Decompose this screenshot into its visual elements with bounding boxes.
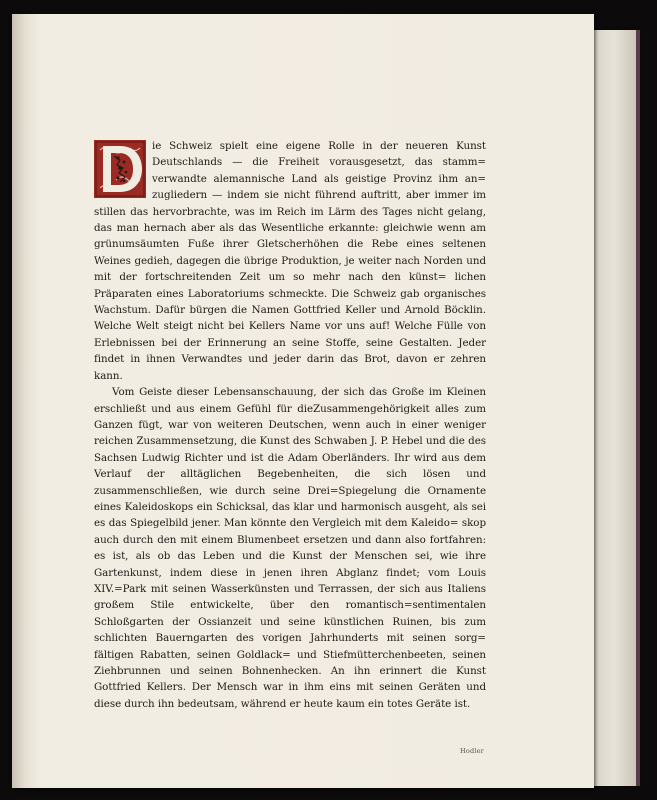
ornamental-dropcap-d bbox=[94, 140, 146, 198]
footer-mark: Hodler bbox=[460, 747, 484, 755]
book-page bbox=[12, 14, 594, 788]
paragraph-1-text: ie Schweiz spielt eine eigene Rolle in der neueren Kunst Deutschlands — die Freiheit vorausgesetzt, das stamm= verwandte alemannische Land als geistige Provinz ihm an= zugliedern — indem sie nicht führend auftritt, aber immer im stillen das hervorbrachte, was im Reich im Lärm des Tages nicht gelang, das man hernach aber als das Wesentliche erkannte: gleichwie wenn am grünumsäumten Fuße ihrer Gletscherhöhen die Rebe eines seltenen Weines gedieh, dagegen die übrige Produktion, je weiter nach Norden und mit der fortschreitenden Zeit um so mehr nach den künst= lichen Präparaten eines Laboratoriums schmeckte. Die Schweiz gab organisches Wachstum. Dafür bürgen die Namen Gottfried Keller und Arnold Böcklin. Welche Welt steigt nicht bei Kellers Name vor uns auf! Welche Fülle von Erlebnissen bei der Erinnerung an seine Stoffe, seine Gestalten. Jeder findet in ihnen Verwandtes und jeder darin das Brot, davon er zehren kann. bbox=[94, 140, 486, 382]
body-text bbox=[94, 138, 486, 712]
next-page-edge bbox=[590, 30, 638, 786]
paragraph-2: Vom Geiste dieser Lebensanschauung, der sich das Große im Kleinen erschließt und aus einem Gefühl für dieZusammengehörigkeit alles zum Ganzen fügt, war von weiteren Deutschen, wenn auch in einer weniger reichen Zusammensetzung, die Kunst des Schwaben J. P. Hebel und die des Sachsen Ludwig Richter und ist die Adam Oberländers. Ihr wird aus dem Verlauf der alltäglichen Begebenheiten, die sich lösen und zusammenschließen, wie durch seine Drei=Spiegelung die Ornamente eines Kaleidoskops ein Schicksal, das klar und harmonisch ausgeht, als sei es das Spiegelbild jener. Man könnte den Vergleich mit dem Kaleido= skop auch durch den mit einem Blumenbeet ersetzen und dann also fortfahren: es ist, als ob das Leben und die Kunst der Menschen sei, wie ihre Gartenkunst, indem diese in jenen ihren Abglanz findet; vom Louis XIV.=Park mit seinen Wasserkünsten und Terrassen, der sich aus Italiens großem Stile entwickelte, über den romantisch=sentimentalen Schloßgarten der Ossianzeit und seine künstlichen Ruinen, bis zum schlichten Bauerngarten des vorigen Jahrhunderts mit seinen sorg= fältigen Rabatten, seinen Goldlack= und Stiefmütterchenbeeten, seinen Ziehbrunnen und seinen Bohnenhecken. An ihn erinnert die Kunst Gottfried Kellers. Der Mensch war in ihm eins mit seinen Geräten und diese durch ihn bedeutsam, während er heute kaum ein totes Geräte ist. bbox=[94, 386, 486, 710]
book-cover-edge bbox=[636, 30, 640, 786]
paragraph-1 bbox=[94, 138, 486, 384]
